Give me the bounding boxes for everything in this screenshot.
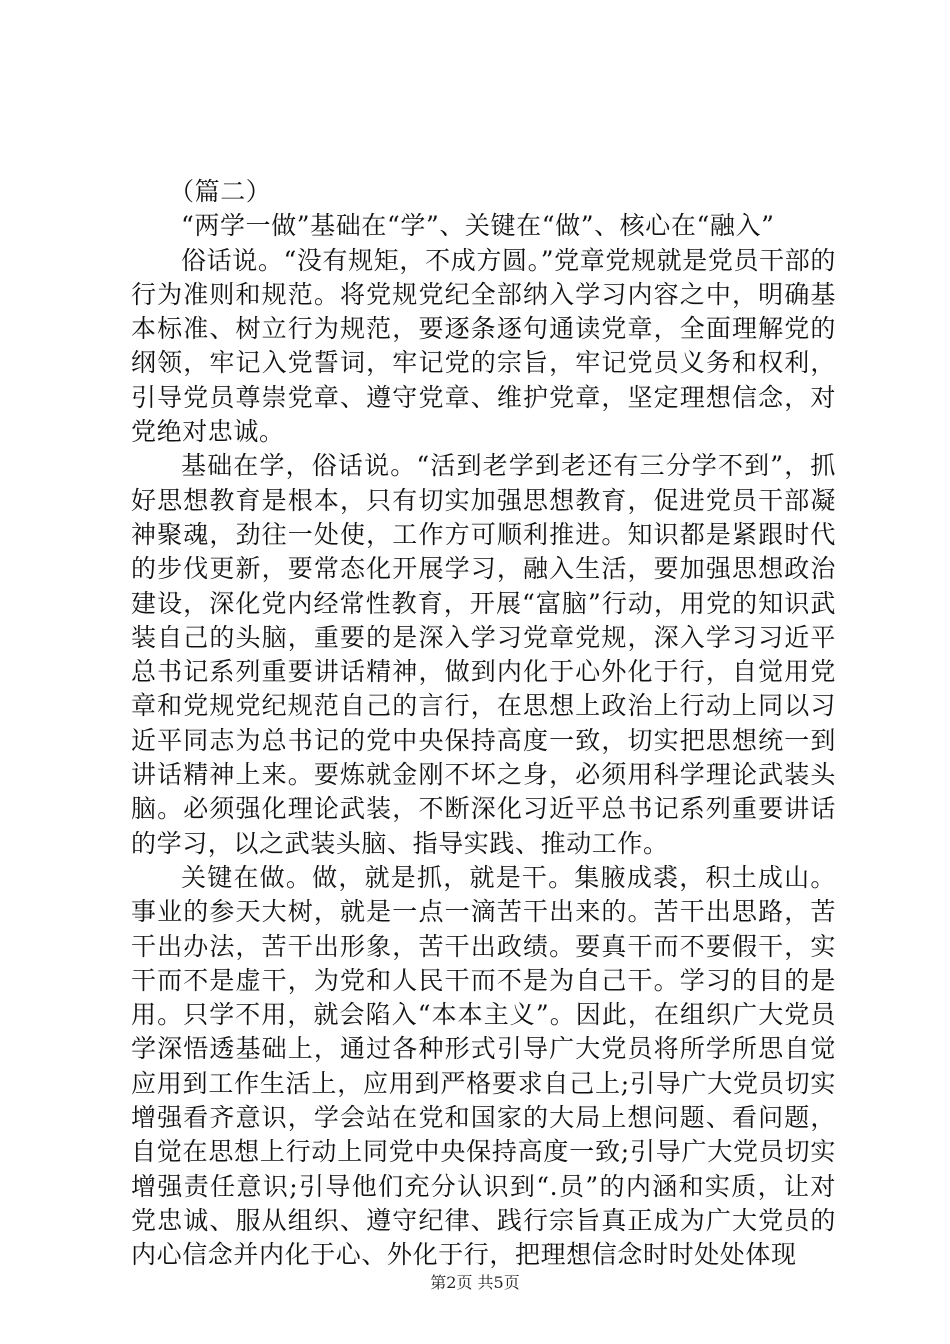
paragraph-study: 基础在学，俗话说。“活到老学到老还有三分学不到”，抓好思想教育是根本，只有切实加强思想教育，促进党员干部凝神聚魂，劲往一处使，工作方可顺利推进。知识都是紧跟时代的步伐更新，要常态化开展学习，融入生活，要加强思想政治建设，深化党内经常性教育，开展“富脑”行动，用党的知识武装自己的头脑，重要的是深入学习党章党规，深入学习习近平总书记系列重要讲话精神，做到内化于心外化于行，自觉用党章和党规党纪规范自己的言行，在思想上政治上行动上同以习近平同志为总书记的党中央保持高度一致，切实把思想统一到讲话精神上来。要炼就金刚不坏之身，必须用科学理论武装头脑。必须强化理论武装，不断深化习近平总书记系列重要讲话的学习，以之武装头脑、指导实践、推动工作。 — [131, 451, 836, 858]
page-footer: 第2页 共5页 — [430, 1273, 520, 1292]
section-label: （篇二） — [169, 177, 272, 206]
document-body — [131, 175, 836, 1273]
document-heading: “两学一做”基础在“学”、关键在“做”、核心在“融入” — [181, 211, 775, 241]
paragraph-action: 关键在做。做，就是抓，就是干。集腋成裘，积土成山。事业的参天大树，就是一点一滴苦干出来的。苦干出思路，苦干出办法，苦干出形象，苦干出政绩。要真干而不要假干，实干而不是虚干，为党和人民干而不是为自己干。学习的目的是用。只学不用，就会陷入“本本主义”。因此，在组织广大党员学深悟透基础上，通过各种形式引导广大党员将所学所思自觉应用到工作生活上，应用到严格要求自己上;引导广大党员切实增强看齐意识，学会站在党和国家的大局上想问题、看问题，自觉在思想上行动上同党中央保持高度一致;引导广大党员切实增强责任意识;引导他们充分认识到“.员”的内涵和实质，让对党忠诚、服从组织、遵守纪律、践行宗旨真正成为广大党员的内心信念并内化于心、外化于行，把理想信念时时处处体现 — [131, 862, 836, 1270]
paragraph-rules: 俗话说。“没有规矩，不成方圆。”党章党规就是党员干部的行为准则和规范。将党规党纪全部纳入学习内容之中，明确基本标准、树立行为规范，要逐条逐句通读党章，全面理解党的纲领，牢记入党誓词，牢记党的宗旨，牢记党员义务和权利，引导党员尊崇党章、遵守党章、维护党章，坚定理想信念，对党绝对忠诚。 — [131, 245, 836, 447]
